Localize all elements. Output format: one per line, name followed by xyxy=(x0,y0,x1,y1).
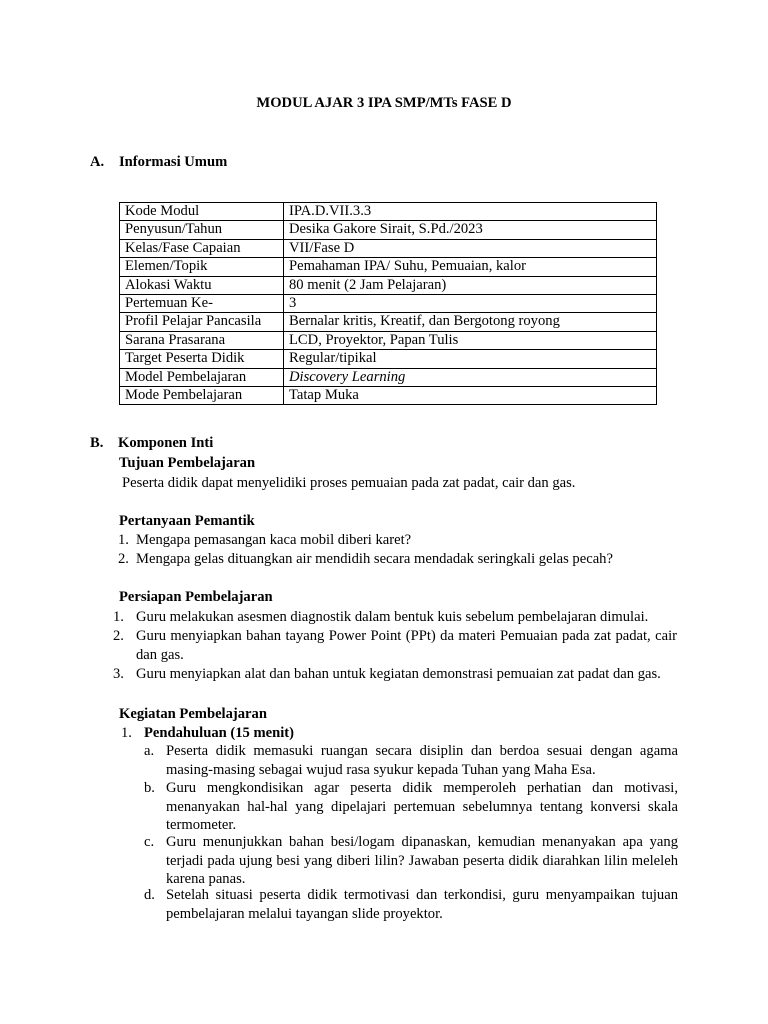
list-number: 3. xyxy=(113,666,124,682)
table-value: 3 xyxy=(284,294,657,312)
sub-letter: a. xyxy=(144,743,155,759)
section-a-letter: A. xyxy=(90,154,105,170)
table-value: Tatap Muka xyxy=(284,386,657,404)
section-b-letter: B. xyxy=(90,435,104,451)
info-table xyxy=(119,202,657,405)
list-item: Guru menyiapkan alat dan bahan untuk kegiatan demonstrasi pemuaian zat padat dan gas. xyxy=(136,666,661,682)
table-row xyxy=(120,258,657,276)
tujuan-text: Peserta didik dapat menyelidiki proses pemuaian pada zat padat, cair dan gas. xyxy=(122,475,576,491)
pemantik-heading: Pertanyaan Pemantik xyxy=(119,513,255,529)
table-row xyxy=(120,386,657,404)
table-key: Alokasi Waktu xyxy=(120,276,284,294)
list-number: 2. xyxy=(113,628,124,644)
sub-item: Setelah situasi peserta didik termotivasi dan terkondisi, guru menyampaikan tujuan pembelajaran melalui tayangan slide proyektor. xyxy=(166,887,678,922)
sub-letter: c. xyxy=(144,834,155,850)
table-key: Target Peserta Didik xyxy=(120,350,284,368)
kegiatan-heading: Kegiatan Pembelajaran xyxy=(119,706,267,722)
table-value: Desika Gakore Sirait, S.Pd./2023 xyxy=(284,221,657,239)
list-number: 1. xyxy=(113,609,124,625)
persiapan-heading: Persiapan Pembelajaran xyxy=(119,589,273,605)
table-row xyxy=(120,313,657,331)
table-row xyxy=(120,276,657,294)
table-value: 80 menit (2 Jam Pelajaran) xyxy=(284,276,657,294)
table-value: LCD, Proyektor, Papan Tulis xyxy=(284,331,657,349)
tujuan-heading: Tujuan Pembelajaran xyxy=(119,455,256,471)
section-a-heading: Informasi Umum xyxy=(119,154,228,170)
table-key: Profil Pelajar Pancasila xyxy=(120,313,284,331)
list-number: 1. xyxy=(118,532,129,548)
pendahuluan-heading: Pendahuluan (15 menit) xyxy=(144,725,295,741)
list-item: Mengapa pemasangan kaca mobil diberi karet? xyxy=(136,532,412,548)
table-key: Sarana Prasarana xyxy=(120,331,284,349)
table-row xyxy=(120,239,657,257)
table-key: Elemen/Topik xyxy=(120,258,284,276)
sub-item: Peserta didik memasuki ruangan secara disiplin dan berdoa sesuai dengan agama masing-masing sebagai wujud rasa syukur kepada Tuhan yang Maha Esa. xyxy=(166,743,678,778)
sub-item: Guru menunjukkan bahan besi/logam dipanaskan, kemudian menanyakan apa yang terjadi pada ujung besi yang diberi lilin? Jawaban peserta didik diarahkan lilin meleleh karena panas. xyxy=(166,834,678,887)
table-value: Bernalar kritis, Kreatif, dan Bergotong royong xyxy=(284,313,657,331)
table-key: Mode Pembelajaran xyxy=(120,386,284,404)
table-row xyxy=(120,331,657,349)
table-key: Penyusun/Tahun xyxy=(120,221,284,239)
sub-letter: b. xyxy=(144,780,155,796)
section-b-heading: Komponen Inti xyxy=(118,435,214,451)
sub-letter: d. xyxy=(144,887,155,903)
table-key: Model Pembelajaran xyxy=(120,368,284,386)
document-title: MODUL AJAR 3 IPA SMP/MTs FASE D xyxy=(256,95,512,111)
table-row xyxy=(120,203,657,221)
table-key: Pertemuan Ke- xyxy=(120,294,284,312)
table-row xyxy=(120,350,657,368)
table-key: Kode Modul xyxy=(120,203,284,221)
table-value: Regular/tipikal xyxy=(284,350,657,368)
list-item: Mengapa gelas dituangkan air mendidih secara mendadak seringkali gelas pecah? xyxy=(136,551,613,567)
table-value: VII/Fase D xyxy=(284,239,657,257)
table-row xyxy=(120,294,657,312)
table-value: Pemahaman IPA/ Suhu, Pemuaian, kalor xyxy=(284,258,657,276)
list-item: Guru menyiapkan bahan tayang Power Point (PPt) da materi Pemuaian pada zat padat, cair dan gas. xyxy=(136,628,677,663)
list-number: 1. xyxy=(121,725,132,741)
sub-item: Guru mengkondisikan agar peserta didik memperoleh perhatian dan motivasi, menanyakan hal-hal yang dipelajari pertemuan sebelumnya tentang konversi skala termometer. xyxy=(166,780,678,833)
table-value: Discovery Learning xyxy=(284,368,657,386)
table-value: IPA.D.VII.3.3 xyxy=(284,203,657,221)
list-number: 2. xyxy=(118,551,129,567)
list-item: Guru melakukan asesmen diagnostik dalam bentuk kuis sebelum pembelajaran dimulai. xyxy=(136,609,649,625)
table-key: Kelas/Fase Capaian xyxy=(120,239,284,257)
table-row xyxy=(120,368,657,386)
table-row xyxy=(120,221,657,239)
